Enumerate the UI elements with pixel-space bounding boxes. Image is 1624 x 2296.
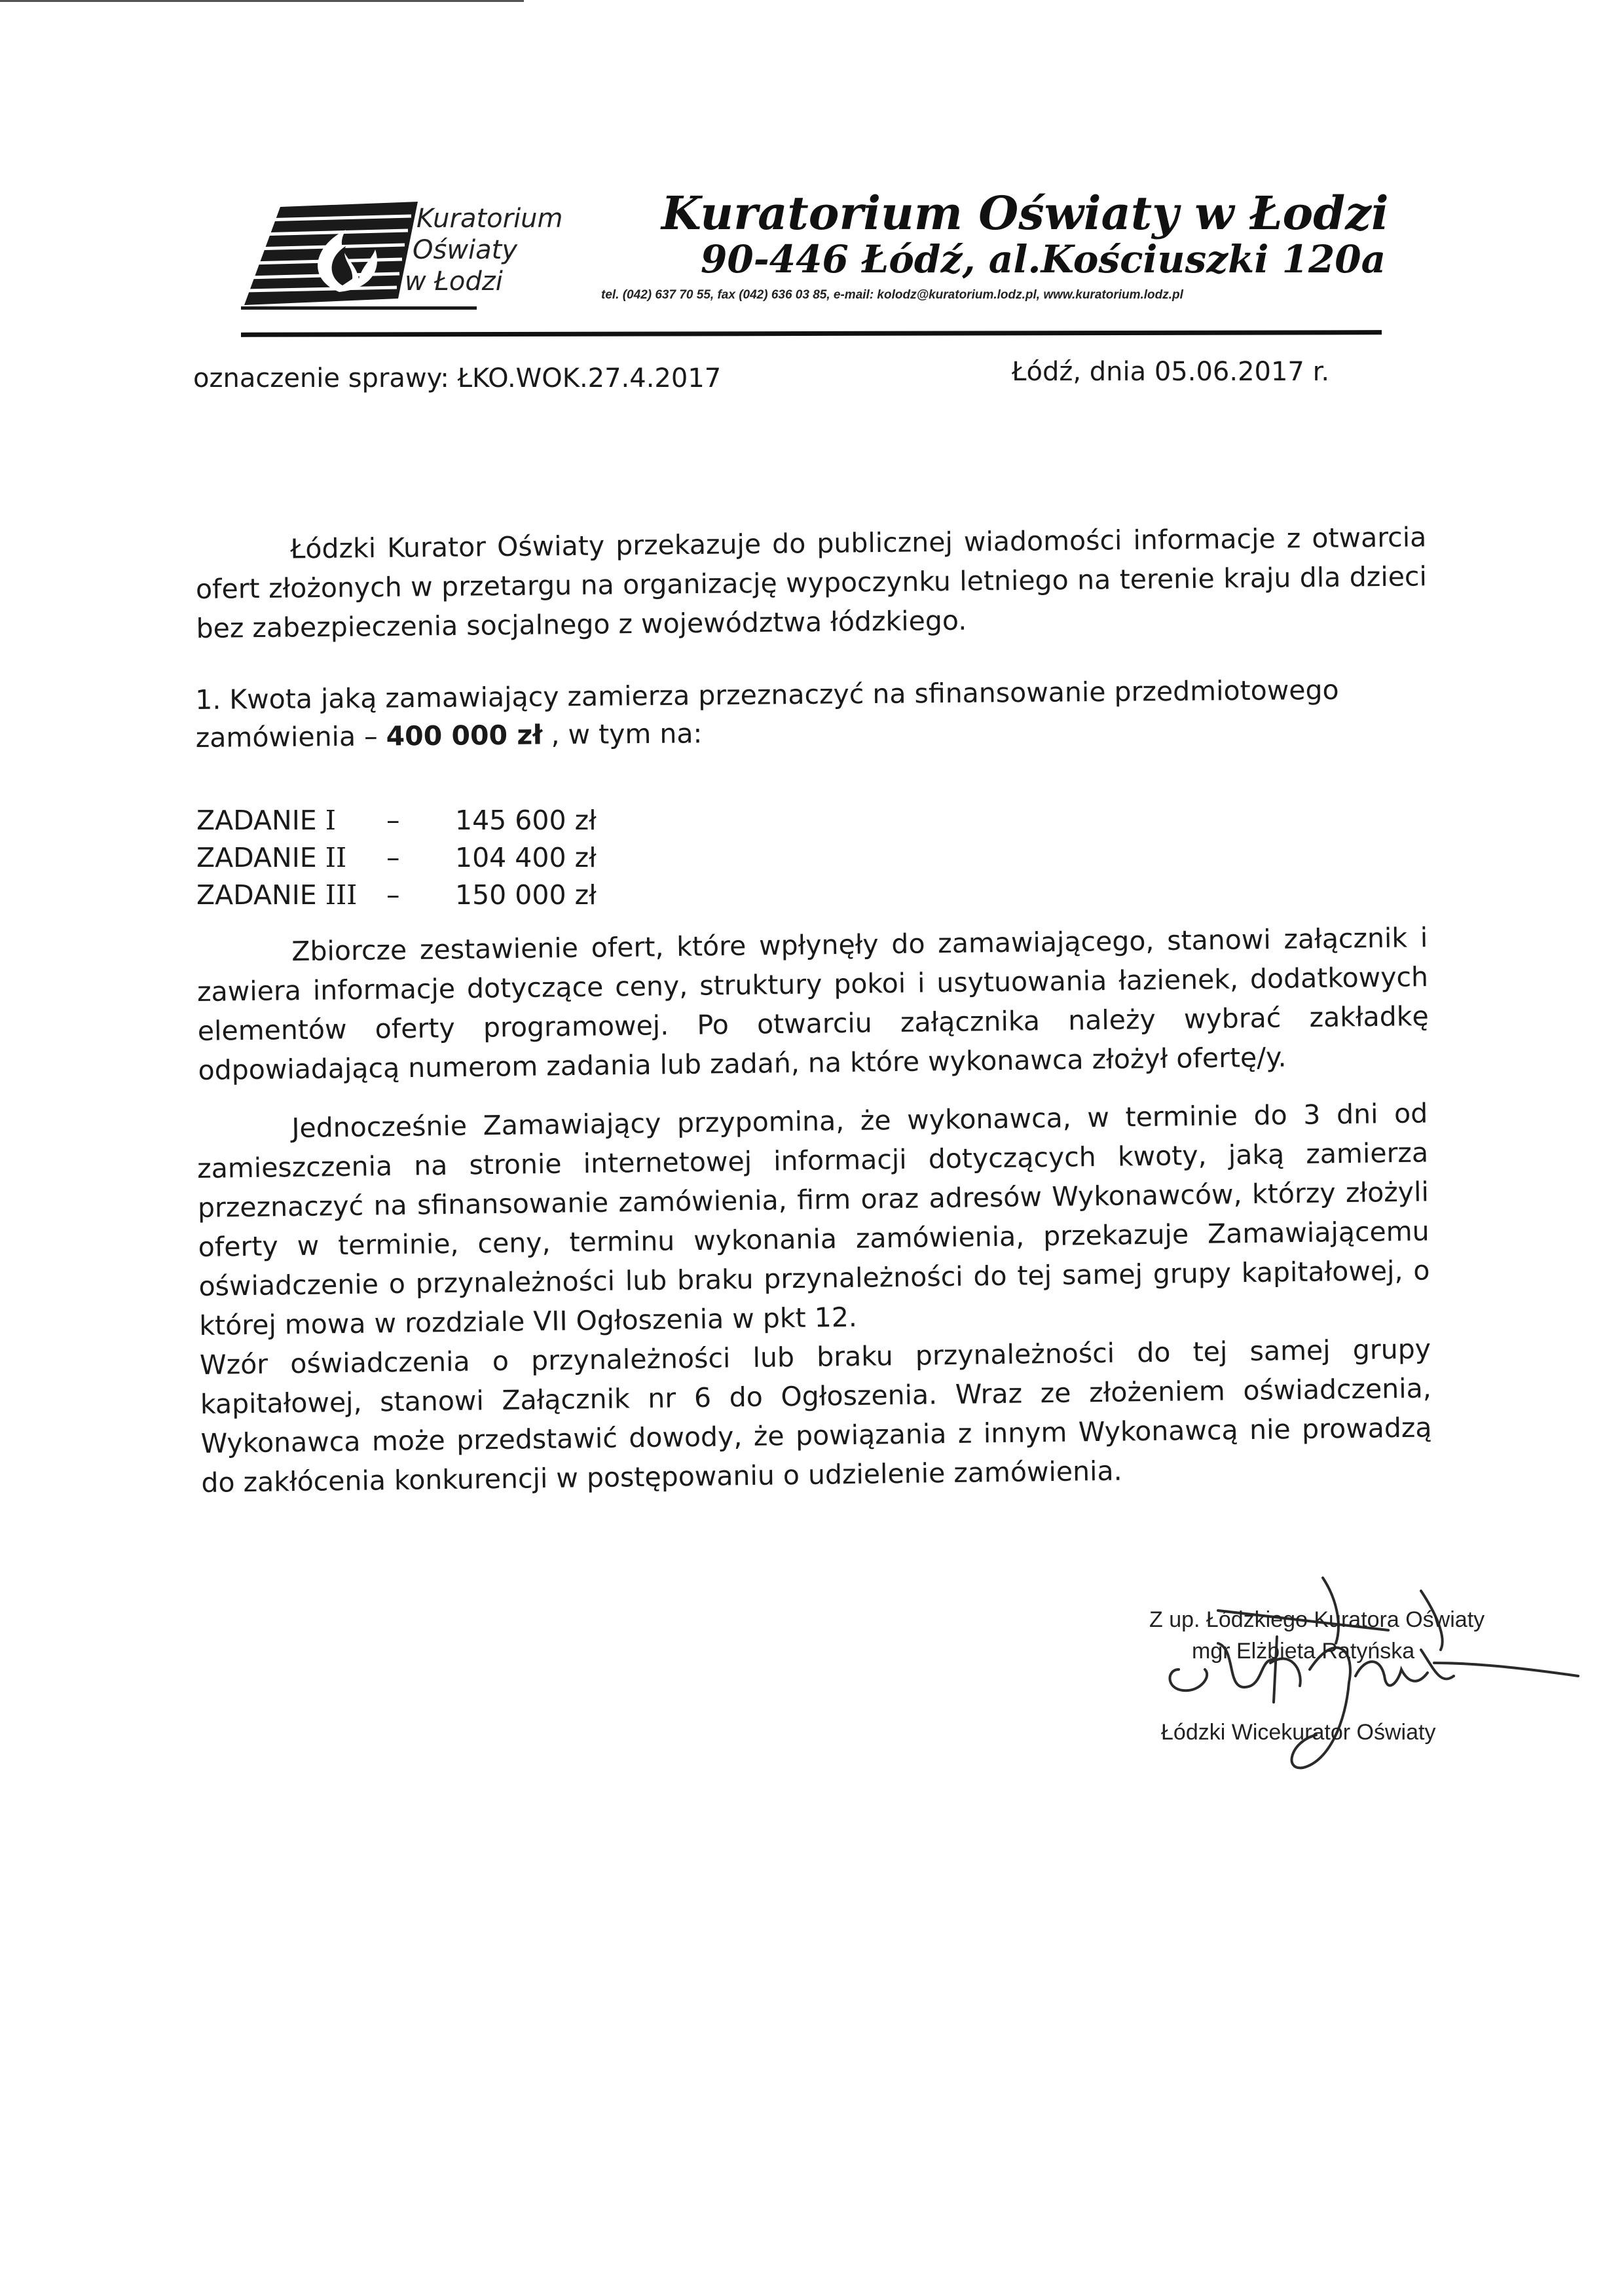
logo-text-line: w Łodzi [405, 266, 503, 297]
reminder-paragraph: Jednocześnie Zamawiający przypomina, że wykonawca, w terminie do 3 dni od zamieszczenia na stronie internetowej informacji dotyczących kwoty, jaką zamierza przeznaczyć na sfinansowanie zamówienia, firm oraz adresów Wykonawców, którzy złożyli oferty w terminie, ceny, terminu wykonania zamówienia, przekazuje Zamawiającemu oświadczenie o przynależności lub braku przynależności do tej samej grupy kapitałowej, o której mowa w rozdziale VII Ogłoszenia w pkt 12. [196, 1097, 1430, 1341]
total-amount: 400 000 zł [386, 719, 543, 752]
task-row [196, 839, 655, 877]
header-rule [241, 330, 1382, 337]
task-number: III [325, 879, 358, 911]
point-text-before: Kwota jaką zamawiający zamierza przeznaczyć na sfinansowanie przedmiotowego zamówienia – [195, 674, 1339, 754]
point-text-after: , w tym na: [542, 718, 703, 751]
task-name [196, 802, 336, 839]
task-dash: – [386, 805, 400, 836]
task-row [196, 802, 655, 839]
organization-name: Kuratorium Oświaty w Łodzi [661, 186, 1389, 240]
intro-paragraph: Łódzki Kurator Oświaty przekazuje do publicznej wiadomości informacje z otwarcia ofert złożonych w przetargu na organizację wypoczynku letniego na terenie kraju dla dzieci bez zabezpieczenia socjalnego z województwa łódzkiego. [195, 521, 1428, 644]
task-amount: 145 600 zł [455, 805, 597, 836]
organization-address: 90-446 Łódź, al.Kościuszki 120a [701, 237, 1386, 282]
tasks-list [196, 802, 655, 914]
task-name [196, 839, 346, 877]
task-number: I [325, 805, 336, 836]
place-and-date: Łódź, dnia 05.06.2017 r. [1012, 357, 1330, 387]
task-amount: 150 000 zł [455, 879, 597, 911]
point-1 [195, 670, 1375, 757]
point-text [196, 674, 1339, 754]
point-number: 1. [195, 683, 221, 716]
task-label: ZADANIE [196, 805, 317, 836]
offers-summary-paragraph: Zbiorcze zestawienie ofert, które wpłynęły do zamawiającego, stanowi załącznik i zawiera informacje dotyczące ceny, struktury pokoi i usytuowania łazienek, dodatkowych elementów oferty programowej. Po otwarciu załącznika należy wybrać zakładkę odpowiadającą numerom zadania lub zadań, na które wykonawca złożył ofertę/y. [196, 922, 1429, 1086]
logo-text-line: Oświaty [413, 235, 518, 265]
kuratorium-logo [241, 194, 581, 313]
signatory-title: Łódzki Wicekurator Oświaty [1161, 1720, 1436, 1745]
declaration-paragraph: Wzór oświadczenia o przynależności lub braku przynależności do tej samej grupy kapitałowej, stanowi Załącznik nr 6 do Ogłoszenia. Wraz ze złożeniem oświadczenia, Wykonawca może przedstawić dowody, że powiązania z innym Wykonawcą nie prowadzą do zakłócenia konkurencji w postępowaniu o udzielenie zamówienia. [199, 1333, 1432, 1499]
handwritten-signature [1139, 1571, 1585, 1787]
scan-edge-line [0, 0, 524, 2]
task-amount: 104 400 zł [455, 842, 597, 873]
task-number: II [325, 842, 347, 873]
organization-contact: tel. (042) 637 70 55, fax (042) 636 03 85, e-mail: kolodz@kuratorium.lodz.pl, www.kuratorium.lodz.pl [601, 288, 1183, 302]
task-dash: – [386, 879, 400, 911]
logo-text-line: Kuratorium [416, 204, 563, 234]
task-name [196, 877, 357, 914]
task-label: ZADANIE [196, 879, 317, 911]
task-label: ZADANIE [196, 842, 317, 873]
reminder-section [196, 1093, 1433, 1503]
task-row [196, 877, 655, 914]
case-reference: oznaczenie sprawy: ŁKO.WOK.27.4.2017 [193, 363, 722, 393]
signature-authorization: Z up. Łódzkiego Kuratora Oświaty [1149, 1607, 1485, 1632]
signatory-name: mgr Elżbieta Ratyńska [1192, 1639, 1415, 1664]
task-dash: – [386, 842, 400, 873]
